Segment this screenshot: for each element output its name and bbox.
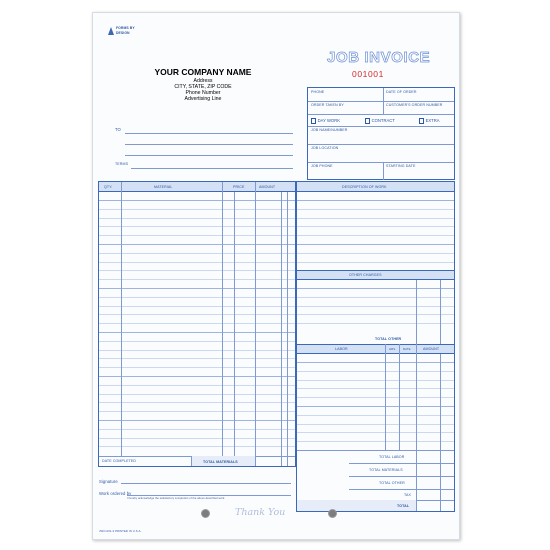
- job-phone-label: JOB PHONE: [311, 163, 333, 168]
- contract-checkbox[interactable]: [365, 118, 370, 123]
- date-of-order-label: DATE OF ORDER: [386, 89, 417, 94]
- to-line-3[interactable]: [125, 155, 293, 156]
- company-address: Address: [193, 78, 213, 84]
- to-line-1[interactable]: [125, 133, 293, 134]
- company-advertising-line: Advertising Line: [184, 96, 222, 103]
- signature-line[interactable]: [121, 483, 291, 484]
- thank-you-text: Thank You: [235, 507, 286, 518]
- job-location-label: JOB LOCATION: [311, 145, 339, 150]
- starting-date-label: STARTING DATE: [386, 163, 416, 168]
- brand-logo-line1: FORMS BY: [116, 26, 135, 30]
- labor-header: LABOR: [335, 347, 348, 351]
- job-name-label: JOB NAME/NUMBER: [311, 127, 348, 132]
- rate-header: RATE: [403, 347, 411, 351]
- qty-header: QTY.: [104, 185, 113, 189]
- description-of-work-header: DESCRIPTION OF WORK: [342, 185, 387, 189]
- labor-rows[interactable]: [297, 354, 454, 450]
- other-charges-header: OTHER CHARGES: [349, 273, 382, 277]
- company-address-block: [123, 78, 283, 102]
- day-work-checkbox[interactable]: [311, 118, 316, 123]
- day-work-option[interactable]: [311, 118, 340, 124]
- work-section: [296, 181, 455, 512]
- totals-total-other-label: TOTAL OTHER: [379, 481, 405, 485]
- order-taken-by-label: ORDER TAKEN BY: [311, 102, 344, 107]
- materials-table: [98, 181, 296, 467]
- price-header: PRICE: [233, 185, 245, 189]
- punch-hole-left: [201, 509, 210, 518]
- customers-order-number-label: CUSTOMER'S ORDER NUMBER: [386, 102, 443, 107]
- grand-total-label: TOTAL: [397, 504, 410, 508]
- labor-amount-header: AMOUNT: [423, 347, 440, 351]
- company-phone: Phone Number: [185, 90, 221, 97]
- contract-label: CONTRACT: [371, 118, 395, 123]
- extra-label: EXTRA: [425, 118, 440, 123]
- amount-header: AMOUNT: [259, 185, 276, 189]
- day-work-label: DAY WORK: [317, 118, 340, 123]
- terms-label: TERMS: [115, 162, 129, 166]
- acknowledge-text: I hereby acknowledge the satisfactory completion of the above described work.: [127, 497, 226, 500]
- other-charges-rows[interactable]: [297, 280, 454, 332]
- date-completed-label: DATE COMPLETED: [102, 459, 137, 463]
- invoice-title: JOB INVOICE: [327, 49, 431, 66]
- brand-logo-icon: [107, 26, 115, 36]
- extra-option[interactable]: [419, 118, 440, 124]
- total-labor-label: TOTAL LABOR: [379, 455, 405, 459]
- contract-option[interactable]: [365, 118, 395, 124]
- extra-checkbox[interactable]: [419, 118, 424, 123]
- total-materials-label: TOTAL MATERIALS: [203, 459, 238, 464]
- description-rows[interactable]: [297, 192, 454, 271]
- signature-label: Signature: [99, 479, 118, 484]
- to-label: TO: [115, 127, 121, 132]
- total-other-label: TOTAL OTHER: [375, 337, 402, 341]
- form-code: JWO-001-3 PRINTED IN U.S.A.: [99, 529, 142, 533]
- terms-line[interactable]: [131, 168, 293, 169]
- materials-rows[interactable]: [99, 192, 295, 455]
- work-ordered-by-label: Work ordered by: [99, 491, 132, 496]
- brand-logo-line2: DESIGN: [116, 30, 130, 35]
- invoice-form-sheet: [92, 12, 460, 540]
- tax-label: TAX: [404, 493, 412, 497]
- invoice-number: 001001: [352, 69, 384, 79]
- job-info-panel: [307, 87, 455, 180]
- work-ordered-by-line[interactable]: [127, 495, 291, 496]
- to-line-2[interactable]: [125, 144, 293, 145]
- punch-hole-right: [328, 509, 337, 518]
- hrs-header: HRS.: [389, 347, 397, 351]
- totals-total-materials-label: TOTAL MATERIALS: [369, 468, 403, 472]
- company-name: YOUR COMPANY NAME: [154, 67, 252, 77]
- material-header: MATERIAL: [154, 185, 173, 189]
- company-city-state-zip: CITY, STATE, ZIP CODE: [174, 84, 232, 91]
- phone-label: PHONE: [311, 89, 325, 94]
- brand-logo: [107, 26, 141, 38]
